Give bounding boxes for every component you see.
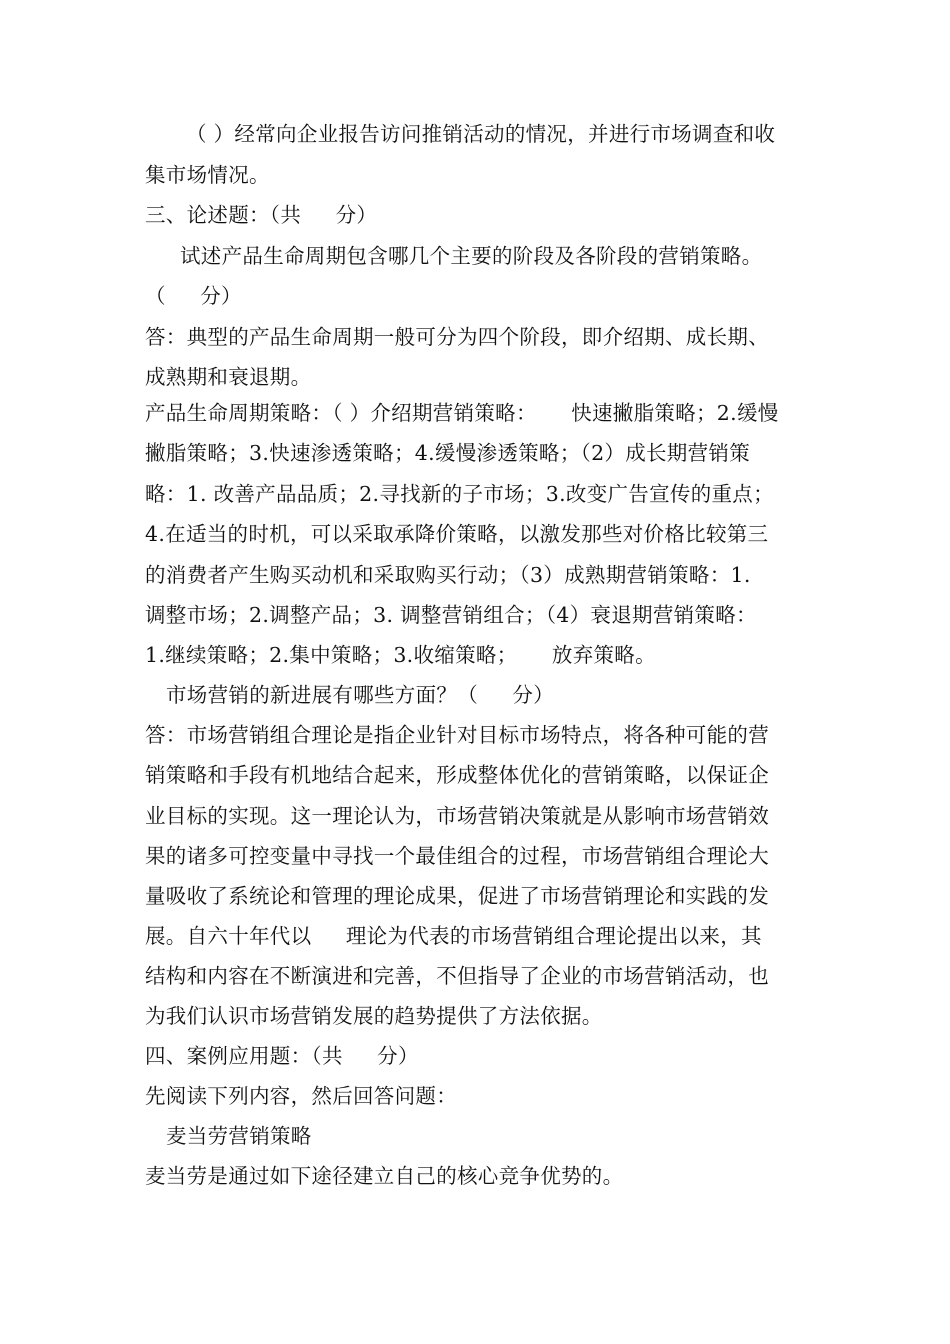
answer-1-line: 1.继续策略；2.集中策略；3.收缩策略； 放弃策略。 [145, 643, 656, 667]
case-text-line: 麦当劳是通过如下途径建立自己的核心竞争优势的。 [145, 1164, 624, 1188]
question-2: 市场营销的新进展有哪些方面？（ 分） [166, 683, 555, 707]
answer-2-line: 结构和内容在不断演进和完善，不但指导了企业的市场营销活动，也 [145, 964, 769, 988]
section-heading-essay: 三、论述题：（共 分） [145, 203, 378, 227]
question-1-points: （ 分） [145, 284, 242, 308]
case-instruction: 先阅读下列内容，然后回答问题： [145, 1084, 457, 1108]
answer-1-line: 调整市场；2.调整产品；3. 调整营销组合；（4）衰退期营销策略： [145, 603, 757, 627]
answer-1-line: 成熟期和衰退期。 [145, 365, 312, 389]
answer-2-line: 为我们认识市场营销发展的趋势提供了方法依据。 [145, 1004, 603, 1028]
answer-1-line: 4.在适当的时机，可以采取承降价策略，以激发那些对价格比较第三 [145, 522, 769, 546]
answer-2-line: 销策略和手段有机地结合起来，形成整体优化的营销策略，以保证企 [145, 763, 769, 787]
answer-1-line: 产品生命周期策略：（ ）介绍期营销策略： 快速撇脂策略；2.缓慢 [145, 401, 779, 425]
answer-2-line: 量吸收了系统论和管理的理论成果，促进了市场营销理论和实践的发 [145, 884, 769, 908]
answer-1-line: 略：1. 改善产品品质；2.寻找新的子市场；3.改变广告宣传的重点； [145, 482, 774, 506]
answer-2-line: 展。自六十年代以 理论为代表的市场营销组合理论提出以来，其 [145, 924, 762, 948]
answer-1-line: 的消费者产生购买动机和采取购买行动；（3）成熟期营销策略：1. [145, 563, 751, 587]
answer-1-line: 答：典型的产品生命周期一般可分为四个阶段，即介绍期、成长期、 [145, 325, 769, 349]
answer-1-line: 撇脂策略；3.快速渗透策略；4.缓慢渗透策略；（2）成长期营销策 [145, 441, 751, 465]
text-line: 集市场情况。 [145, 163, 270, 187]
answer-2-line: 果的诸多可控变量中寻找一个最佳组合的过程，市场营销组合理论大 [145, 844, 769, 868]
question-1: 试述产品生命周期包含哪几个主要的阶段及各阶段的营销策略。 [180, 244, 763, 268]
section-heading-case: 四、案例应用题：（共 分） [145, 1044, 419, 1068]
answer-2-line: 答：市场营销组合理论是指企业针对目标市场特点，将各种可能的营 [145, 723, 769, 747]
answer-2-line: 业目标的实现。这一理论认为，市场营销决策就是从影响市场营销效 [145, 804, 769, 828]
text-line: （ ）经常向企业报告访问推销活动的情况，并进行市场调查和收 [186, 122, 776, 146]
case-title: 麦当劳营销策略 [166, 1124, 312, 1148]
